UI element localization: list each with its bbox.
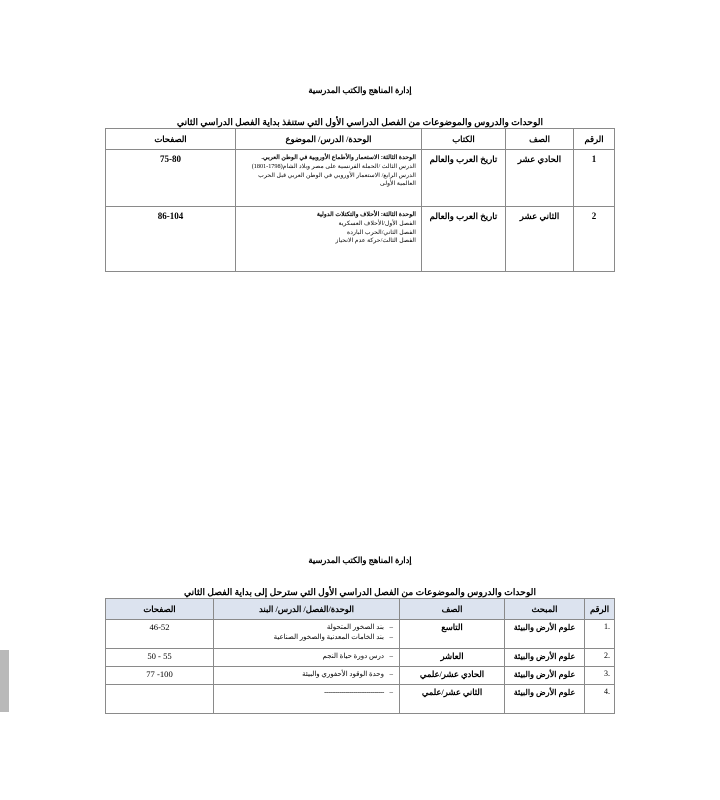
department-heading-1: إدارة المناهج والكتب المدرسية xyxy=(308,86,412,95)
cell-book: تاريخ العرب والعالم xyxy=(422,206,506,271)
topic-line: الدرس الثالث /الحملة الفرنسية على مصر وبلاد الشام(1798-1801) xyxy=(251,162,416,170)
topic-line: الفصل الأول/الأحلاف العسكرية xyxy=(338,219,416,227)
cell-pages: 86-104 xyxy=(106,206,236,271)
unit-line xyxy=(218,632,393,643)
cell-topic xyxy=(236,206,422,271)
column-header-number: الرقم xyxy=(574,128,615,149)
cell-grade: الثاني عشر xyxy=(506,206,574,271)
section-executed-units xyxy=(0,86,720,272)
dash-bullet-icon: – xyxy=(389,622,393,631)
cell-grade: الحادي عشر/علمي xyxy=(400,666,505,684)
column-header-grade: الصف xyxy=(400,598,505,619)
cell-subject: علوم الأرض والبيئة xyxy=(505,666,585,684)
table-header-row xyxy=(106,128,615,149)
cell-pages xyxy=(106,684,214,713)
unit-line-text: ------------------------------- xyxy=(324,687,384,696)
cell-subject: علوم الأرض والبيئة xyxy=(505,684,585,713)
cell-subject: علوم الأرض والبيئة xyxy=(505,619,585,648)
table-row xyxy=(106,648,615,666)
cell-grade: العاشر xyxy=(400,648,505,666)
column-header-pages: الصفحات xyxy=(106,128,236,149)
section-subheading-2: الوحدات والدروس والموضوعات من الفصل الدراسي الأول التي سترحل إلى بداية الفصل الثاني xyxy=(183,586,537,597)
table-row xyxy=(106,619,615,648)
table-header-row xyxy=(106,598,615,619)
unit-line-text: بند الصخور المتحولة xyxy=(326,622,384,631)
postponed-units-table xyxy=(105,598,615,714)
dash-bullet-icon: – xyxy=(389,633,393,642)
unit-line xyxy=(218,669,393,680)
topic-line: الفصل الثاني/الحرب الباردة xyxy=(346,228,416,236)
column-header-subject: المبحث xyxy=(505,598,585,619)
cell-topic xyxy=(236,149,422,206)
executed-units-table xyxy=(105,128,615,272)
cell-pages: 50 - 55 xyxy=(106,648,214,666)
dash-bullet-icon: – xyxy=(389,651,393,660)
cell-pages: 77 -100 xyxy=(106,666,214,684)
unit-line xyxy=(218,651,393,662)
topic-line: الوحدة الثالثة: الأحلاف والتكتلات الدولية xyxy=(316,210,416,218)
column-header-number: الرقم xyxy=(585,598,615,619)
cell-unit xyxy=(214,666,400,684)
cell-pages: 75-80 xyxy=(106,149,236,206)
cell-book: تاريخ العرب والعالم xyxy=(422,149,506,206)
cell-unit xyxy=(214,684,400,713)
cell-grade: الثاني عشر/علمي xyxy=(400,684,505,713)
column-header-pages: الصفحات xyxy=(106,598,214,619)
cell-subject: علوم الأرض والبيئة xyxy=(505,648,585,666)
column-header-topic: الوحدة/ الدرس/ الموضوع xyxy=(236,128,422,149)
cell-unit xyxy=(214,648,400,666)
section-postponed-units xyxy=(0,556,720,714)
column-header-grade: الصف xyxy=(506,128,574,149)
table-row xyxy=(106,684,615,713)
unit-line-text: بند الخامات المعدنية والصخور الصناعية xyxy=(273,633,384,642)
table-row xyxy=(106,206,615,271)
cell-pages: 46-52 xyxy=(106,619,214,648)
department-heading-2: إدارة المناهج والكتب المدرسية xyxy=(308,556,412,565)
unit-line xyxy=(218,622,393,633)
cell-number: 2. xyxy=(585,648,615,666)
topic-line: الفصل الثالث/حركة عدم الانحياز xyxy=(335,237,416,245)
table-row xyxy=(106,666,615,684)
cell-number: 4. xyxy=(585,684,615,713)
column-header-book: الكتاب xyxy=(422,128,506,149)
unit-line-text: وحدة الوقود الأحفوري والبيئة xyxy=(302,669,384,678)
section-subheading-1: الوحدات والدروس والموضوعات من الفصل الدراسي الأول التي ستنفذ بداية الفصل الدراسي الثاني xyxy=(176,116,544,127)
column-header-unit: الوحدة/الفصل/ الدرس/ البند xyxy=(214,598,400,619)
dash-bullet-icon: – xyxy=(389,669,393,678)
cell-number: 1 xyxy=(574,149,615,206)
unit-line-text: درس دورة حياة النجم xyxy=(322,651,384,660)
cell-number: 2 xyxy=(574,206,615,271)
cell-grade: الحادي عشر xyxy=(506,149,574,206)
topic-line: الوحدة الثالثة: الاستعمار والأطماع الأوروبية في الوطن العربي. xyxy=(261,153,416,161)
cell-unit xyxy=(214,619,400,648)
topic-line: الدرس الرابع/ الاستعمار الأوروبي في الوطن العربي قبل الحرب العالمية الأولى xyxy=(258,171,416,188)
table-row xyxy=(106,149,615,206)
cell-number: 1. xyxy=(585,619,615,648)
cell-number: 3. xyxy=(585,666,615,684)
cell-grade: التاسع xyxy=(400,619,505,648)
unit-line xyxy=(218,687,393,698)
dash-bullet-icon: – xyxy=(389,687,393,696)
